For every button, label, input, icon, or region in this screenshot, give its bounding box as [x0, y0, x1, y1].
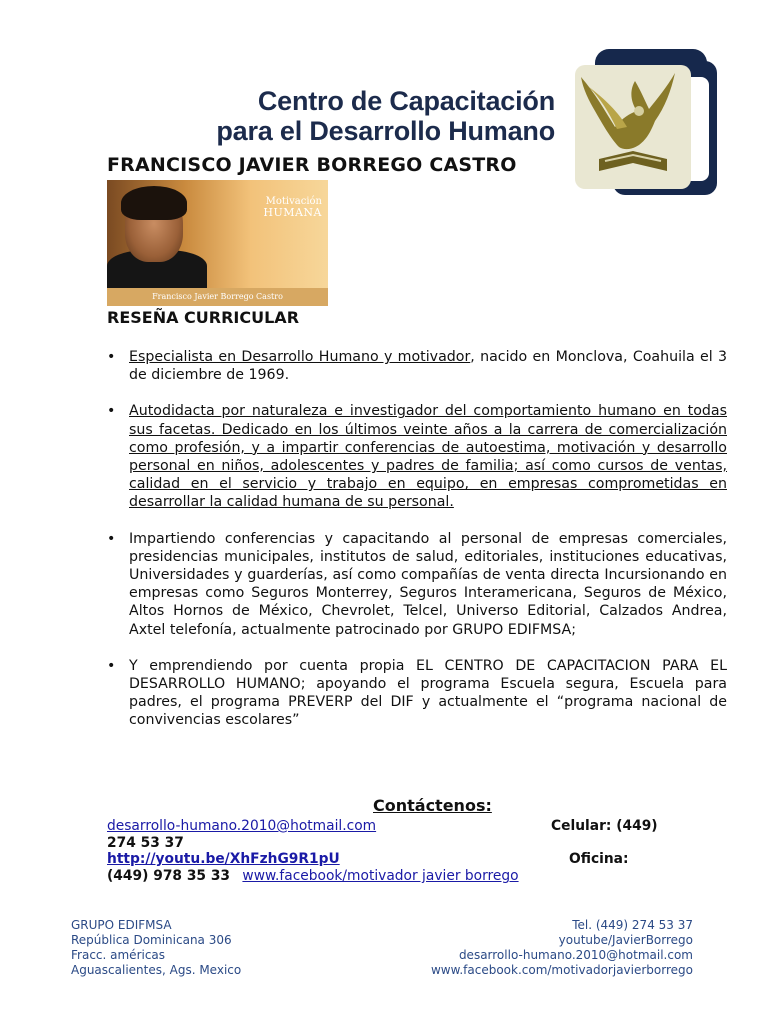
- photo-person-hair: [121, 186, 187, 220]
- bullet-icon: •: [107, 349, 116, 365]
- photo-caption: [263, 196, 322, 218]
- resume-title: RESEÑA CURRICULAR: [107, 308, 300, 327]
- item2-text: Autodidacta por naturaleza e investigador del comportamiento humano en todas sus facetas. Dedicado en los últimos veinte años a la carrera de comercialización como profesión, y a impartir conferencias de autoestima, motivación y desarrollo personal en niños, adolescentes y padres de familia; así como cursos de ventas, calidad en el servicio y trabajo en equipo, en empresas comprometidas en desarrollar la calidad humana de su personal.: [129, 403, 727, 511]
- footer-left: [71, 918, 241, 978]
- list-item: [107, 530, 727, 639]
- footer-right: [431, 918, 693, 978]
- office-phone: (449) 978 35 33: [107, 868, 231, 884]
- footer-company: GRUPO EDIFMSA: [71, 918, 172, 932]
- item4-text: Y emprendiendo por cuenta propia EL CENTRO DE CAPACITACION PARA EL DESARROLLO HUMANO; apoyando el programa Escuela segura, Escuela para padres, el programa PREVERP del DIF y actualmente el “programa nacional de convivencias escolares”: [129, 657, 727, 729]
- footer-city: Aguascalientes, Ags. Mexico: [71, 963, 242, 977]
- cell-label: Celular: (449): [551, 818, 658, 834]
- photo-caption-line2: HUMANA: [263, 206, 322, 219]
- footer-email: desarrollo-humano.2010@hotmail.com: [458, 948, 693, 962]
- item3-text: Impartiendo conferencias y capacitando al personal de empresas comerciales, presidencias municipales, institutos de salud, editoriales, instituciones educativas, Universidades y guarderías, así como compañías de venta directa Incursionando en empresas como Seguros Monterrey, Seguros Interamericana, Seguros de México, Altos Hornos de México, Chevrolet, Telcel, Universo Editorial, Calzados Andrea, Axtel telefonía, actualmente patrocinado por GRUPO EDIFMSA;: [129, 530, 727, 638]
- footer-street: República Dominicana 306: [71, 933, 232, 947]
- footer-youtube: youtube/JavierBorrego: [558, 933, 693, 947]
- bullet-icon: •: [107, 530, 116, 547]
- eagle-book-logo-icon: [575, 47, 725, 195]
- office-label: Oficina:: [569, 851, 629, 867]
- photo-banner: Francisco Javier Borrego Castro: [107, 288, 328, 306]
- contact-email-link[interactable]: desarrollo-humano.2010@hotmail.com: [107, 818, 377, 834]
- list-item: [107, 657, 727, 730]
- footer-facebook: www.facebook.com/motivadorjavierborrego: [430, 963, 693, 977]
- person-name: FRANCISCO JAVIER BORREGO CASTRO: [107, 154, 517, 176]
- list-item: [107, 402, 727, 511]
- profile-photo: [107, 180, 328, 306]
- cell-number: 274 53 37: [107, 835, 184, 851]
- item1-rest: , nacido en Monclova, Coahuila el 3 de diciembre de 1969.: [129, 349, 727, 384]
- item1-underlined: Especialista en Desarrollo Humano y motivador: [129, 349, 471, 365]
- bullet-icon: •: [107, 403, 116, 420]
- header-title-line2: para el Desarrollo Humano: [216, 116, 555, 146]
- header-title-line1: Centro de Capacitación: [257, 86, 555, 116]
- facebook-link[interactable]: www.facebook/motivador javier borrego: [242, 868, 519, 884]
- youtube-link[interactable]: http://youtu.be/XhFzhG9R1pU: [107, 851, 340, 867]
- contact-title: Contáctenos:: [373, 796, 492, 815]
- bullet-icon: •: [107, 657, 116, 674]
- list-item: [107, 348, 727, 384]
- footer-neighborhood: Fracc. américas: [71, 948, 166, 962]
- resume-list: [107, 348, 727, 748]
- header-title: [216, 86, 555, 146]
- footer-phone: Tel. (449) 274 53 37: [572, 918, 693, 932]
- photo-caption-line1: Motivación: [265, 196, 322, 207]
